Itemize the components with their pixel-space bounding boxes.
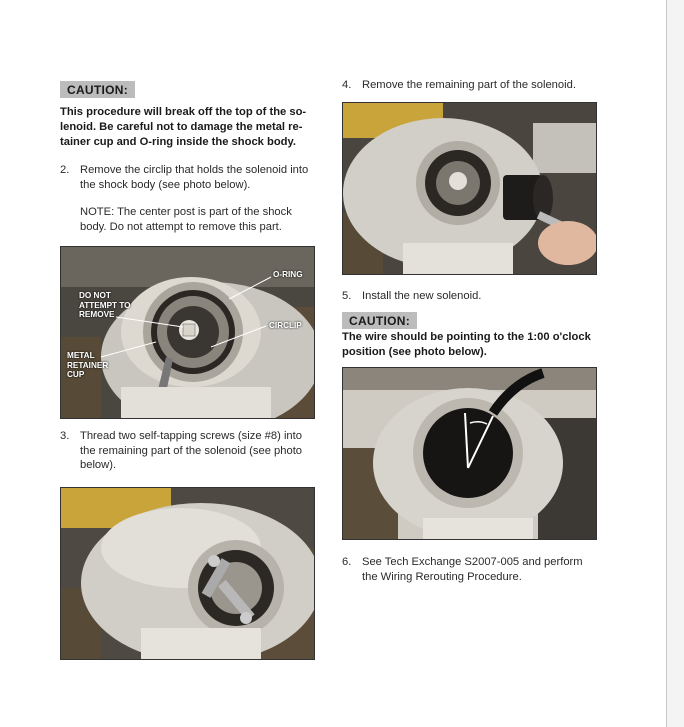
step-5 xyxy=(342,289,612,305)
note-text xyxy=(80,205,320,234)
caution-text xyxy=(342,330,612,360)
step-line: the Wiring Rerouting Procedure. xyxy=(362,570,522,583)
step-line: Remove the remaining part of the solenoid. xyxy=(362,79,576,91)
callout-line: ATTEMPT TO xyxy=(79,300,131,310)
step-number: 3. xyxy=(60,430,70,442)
callout-line: CUP xyxy=(67,370,85,379)
caution-label: CAUTION: xyxy=(342,312,417,329)
step-line: below). xyxy=(80,459,117,471)
note-line: body. Do not attempt to remove this part. xyxy=(80,220,282,233)
callout-line: METAL xyxy=(67,351,95,360)
page-margin xyxy=(667,0,684,727)
step-number: 4. xyxy=(342,79,352,91)
callout-leader-lines xyxy=(61,247,314,418)
step-line: the shock body (see photo below). xyxy=(80,178,251,191)
step-line: the remaining part of the solenoid (see photo xyxy=(80,444,303,457)
caution-line: This procedure will break off the top of the so- xyxy=(60,106,307,118)
step-3 xyxy=(60,429,320,475)
callout-circlip: CIRCLIP xyxy=(269,321,302,330)
step-line: See Tech Exchange S2007-005 and perform xyxy=(362,556,583,568)
step-number: 2. xyxy=(60,164,70,176)
photo-circlip xyxy=(60,246,315,419)
step-6 xyxy=(342,555,612,587)
callout-line: RETAINER xyxy=(67,360,109,370)
step-number: 5. xyxy=(342,290,352,302)
caution-text xyxy=(60,105,320,150)
callout-line: DO NOT xyxy=(79,291,111,300)
photo-remove-solenoid-image xyxy=(343,103,596,274)
photo-screws-image xyxy=(61,488,314,659)
step-line: Install the new solenoid. xyxy=(362,290,482,302)
note-line: NOTE: The center post is part of the shock xyxy=(80,206,292,218)
caution-line: tainer cup and O-ring inside the shock body. xyxy=(60,136,297,148)
step-4 xyxy=(342,78,612,94)
photo-wire-position xyxy=(342,367,597,540)
step-2 xyxy=(60,163,320,195)
caution-line: lenoid. Be careful not to damage the metal re- xyxy=(60,121,303,133)
caution-label: CAUTION: xyxy=(60,81,135,98)
step-number: 6. xyxy=(342,556,352,568)
step-line: Remove the circlip that holds the solenoid into xyxy=(80,164,309,176)
photo-remove-solenoid xyxy=(342,102,597,275)
callout-o-ring: O-RING xyxy=(273,270,303,279)
photo-screws xyxy=(60,487,315,660)
callout-line: REMOVE xyxy=(79,310,115,319)
caution-line: The wire should be pointing to the 1:00 o'clock xyxy=(342,331,591,343)
step-line: Thread two self-tapping screws (size #8) into xyxy=(80,430,302,442)
photo-wire-position-image xyxy=(343,368,596,539)
caution-line: position (see photo below). xyxy=(342,346,487,358)
